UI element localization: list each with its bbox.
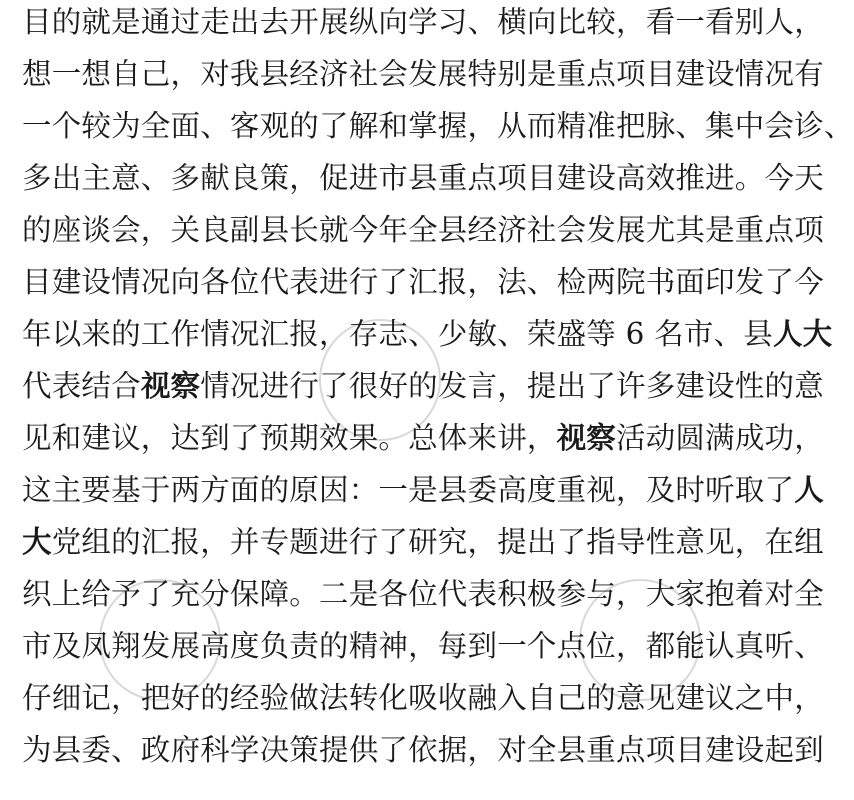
text-run: 见和建议，达到了预期效果。总体来讲， [22, 421, 557, 455]
text-run: 多出主意、多献良策，促进市县重点项目建设高效推进。今天 [22, 161, 824, 195]
text-run: 织上给予了充分保障。二是各位代表积极参与，大家抱着对全 [22, 577, 824, 611]
text-line-1 [22, 2, 824, 42]
text-run: 党组的汇报，并专题进行了研究，提出了指导性意见，在组 [51, 525, 824, 559]
text-run: 为县委、政府科学决策提供了依据，对全县重点项目建设起到 [22, 733, 824, 767]
text-run: 活动圆满成功， [616, 421, 824, 455]
text-run: 市及凤翔发展高度负责的精神，每到一个点位，都能认真听、 [22, 629, 824, 663]
text-line-14 [22, 678, 824, 718]
text-line-13 [22, 626, 824, 666]
text-line-9 [22, 418, 824, 458]
text-run: 仔细记，把好的经验做法转化吸收融入自己的意见建议之中， [22, 681, 824, 715]
text-line-15 [22, 730, 824, 770]
text-line-10 [22, 470, 824, 510]
text-run: 想一想自己，对我县经济社会发展特别是重点项目建设情况有 [22, 57, 824, 91]
text-run: 这主要基于两方面的原因：一是县委高度重视，及时听取了 [22, 473, 795, 507]
highlighted-keyword: 人大 [772, 316, 833, 351]
text-line-3 [22, 106, 854, 146]
text-run: 的座谈会，关良副县长就今年全县经济社会发展尤其是重点项 [22, 213, 824, 247]
highlighted-keyword: 视察 [140, 368, 201, 403]
text-line-7 [22, 314, 833, 354]
highlighted-keyword: 人 [794, 472, 824, 507]
text-run: 情况进行了很好的发言，提出了许多建设性的意 [200, 369, 824, 403]
text-line-6 [22, 262, 824, 302]
text-line-5 [22, 210, 824, 250]
text-run: 代表结合 [22, 369, 141, 403]
text-line-4 [22, 158, 824, 198]
highlighted-keyword: 大 [22, 524, 52, 559]
text-line-12 [22, 574, 824, 614]
text-line-11 [22, 522, 824, 562]
text-run: 一个较为全面、客观的了解和掌握，从而精准把脉、集中会诊、 [22, 109, 854, 143]
text-run: 年以来的工作情况汇报，存志、少敏、荣盛等 6 名市、县 [22, 317, 773, 351]
text-line-2 [22, 54, 824, 94]
text-run: 目建设情况向各位代表进行了汇报，法、检两院书面印发了今 [22, 265, 824, 299]
highlighted-keyword: 视察 [556, 420, 617, 455]
text-run: 目的就是通过走出去开展纵向学习、横向比较，看一看别人， [22, 5, 824, 39]
text-line-8 [22, 366, 824, 406]
